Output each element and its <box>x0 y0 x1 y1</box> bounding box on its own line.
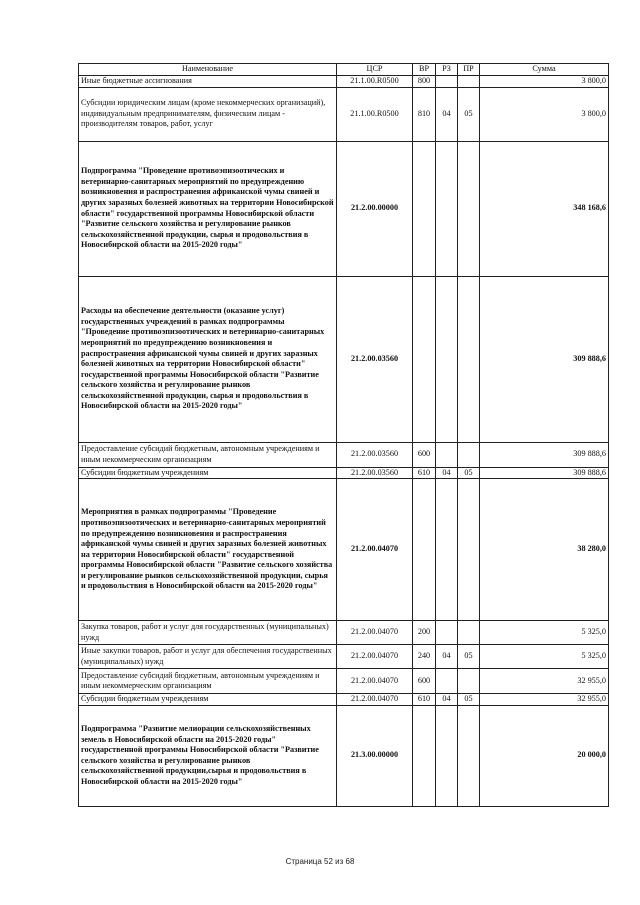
row-name: Мероприятия в рамках подпрограммы "Проведение противоэпизоотических и ветеринарно-санитарных мероприятий по предупреждению возникновения и распространения африканской чумы свиней и других заразных болезней животных на территории Новосибирской области" государственной программы Новосибирской области "Развитие сельского хозяйства и регулирование рынков сельскохозяйственной продукции, сырья и продовольствия в Новосибирской области на 2015-2020 годы" <box>79 479 337 621</box>
row-rz <box>436 276 458 442</box>
row-sum: 348 168,6 <box>480 141 609 276</box>
row-pr <box>458 141 480 276</box>
row-pr: 05 <box>458 467 480 479</box>
table-row <box>79 705 609 806</box>
row-csr: 21.2.00.04070 <box>337 694 413 706</box>
row-pr <box>458 479 480 621</box>
header-rz: РЗ <box>436 64 458 76</box>
header-sum: Сумма <box>480 64 609 76</box>
row-csr: 21.2.00.03560 <box>337 442 413 467</box>
row-sum: 3 800,0 <box>480 76 609 88</box>
row-vr: 600 <box>413 669 436 694</box>
row-sum: 32 955,0 <box>480 669 609 694</box>
row-vr: 610 <box>413 694 436 706</box>
row-name: Иные закупки товаров, работ и услуг для обеспечения государственных (муниципальных) нужд <box>79 645 337 669</box>
row-pr <box>458 705 480 806</box>
row-vr <box>413 141 436 276</box>
row-sum: 20 000,0 <box>480 705 609 806</box>
row-rz: 04 <box>436 467 458 479</box>
row-name: Подпрограмма "Развитие мелиорации сельскохозяйственных земель в Новосибирской области на 2015-2020 годы" государственной программы Новосибирской области "Развитие сельского хозяйства и регулирование рынков сельскохозяйственной продукции,сырья и продовольствия в Новосибирской области на 2015-2020 годы" <box>79 705 337 806</box>
row-rz <box>436 76 458 88</box>
row-sum: 32 955,0 <box>480 694 609 706</box>
row-vr: 600 <box>413 442 436 467</box>
row-csr: 21.2.00.04070 <box>337 645 413 669</box>
row-name: Иные бюджетные ассигнования <box>79 76 337 88</box>
row-sum: 3 800,0 <box>480 87 609 141</box>
row-name: Закупка товаров, работ и услуг для государственных (муниципальных) нужд <box>79 621 337 645</box>
row-sum: 5 325,0 <box>480 645 609 669</box>
header-pr: ПР <box>458 64 480 76</box>
row-rz: 04 <box>436 694 458 706</box>
row-name: Подпрограмма "Проведение противоэпизоотических и ветеринарно-санитарных мероприятий по предупреждению возникновения и распространения африканской чумы свиней и других заразных болезней животных на территории Новосибирской области" государственной программы Новосибирской области "Развитие сельского хозяйства и регулирование рынков сельскохозяйственной продукции, сырья и продовольствия в Новосибирской области на 2015-2020 годы" <box>79 141 337 276</box>
row-vr <box>413 705 436 806</box>
row-name: Расходы на обеспечение деятельности (оказание услуг) государственных учреждений в рамках подпрограммы "Проведение противоэпизоотических и ветеринарно-санитарных мероприятий по предупреждению возникновения и распространения африканской чумы свиней и других заразных болезней животных на территории Новосибирской области" государственной программы Новосибирской области "Развитие сельского хозяйства и регулирование рынков сельскохозяйственной продукции, сырья и продовольствия в Новосибирской области на 2015-2020 годы" <box>79 276 337 442</box>
table-row <box>79 76 609 88</box>
row-name: Субсидии бюджетным учреждениям <box>79 694 337 706</box>
row-pr <box>458 276 480 442</box>
row-sum: 5 325,0 <box>480 621 609 645</box>
header-csr: ЦСР <box>337 64 413 76</box>
row-vr <box>413 479 436 621</box>
row-sum: 309 888,6 <box>480 276 609 442</box>
row-csr: 21.1.00.R0500 <box>337 87 413 141</box>
header-vr: ВР <box>413 64 436 76</box>
row-rz <box>436 141 458 276</box>
table-row <box>79 669 609 694</box>
row-vr: 240 <box>413 645 436 669</box>
row-vr: 810 <box>413 87 436 141</box>
row-pr <box>458 621 480 645</box>
row-csr: 21.2.00.04070 <box>337 621 413 645</box>
row-sum: 309 888,6 <box>480 467 609 479</box>
row-rz <box>436 479 458 621</box>
table-row <box>79 467 609 479</box>
row-vr: 200 <box>413 621 436 645</box>
row-csr: 21.2.00.00000 <box>337 141 413 276</box>
table-row <box>79 276 609 442</box>
table-header-row <box>79 64 609 76</box>
table-row <box>79 87 609 141</box>
page-number-footer: Страница 52 из 68 <box>285 857 355 866</box>
row-pr: 05 <box>458 87 480 141</box>
row-csr: 21.2.00.04070 <box>337 669 413 694</box>
budget-table <box>78 63 609 807</box>
row-vr: 610 <box>413 467 436 479</box>
row-sum: 38 280,0 <box>480 479 609 621</box>
table-row <box>79 694 609 706</box>
row-rz: 04 <box>436 87 458 141</box>
row-sum: 309 888,6 <box>480 442 609 467</box>
row-csr: 21.2.00.03560 <box>337 467 413 479</box>
header-name: Наименование <box>79 64 337 76</box>
row-rz <box>436 621 458 645</box>
row-pr: 05 <box>458 694 480 706</box>
row-name: Предоставление субсидий бюджетным, автономным учреждениям и иным некоммерческим организациям <box>79 442 337 467</box>
row-vr <box>413 276 436 442</box>
row-pr <box>458 76 480 88</box>
row-name: Субсидии бюджетным учреждениям <box>79 467 337 479</box>
table-row <box>79 645 609 669</box>
row-vr: 800 <box>413 76 436 88</box>
row-pr <box>458 669 480 694</box>
row-csr: 21.2.00.04070 <box>337 479 413 621</box>
table-row <box>79 621 609 645</box>
row-name: Предоставление субсидий бюджетным, автономным учреждениям и иным некоммерческим организациям <box>79 669 337 694</box>
row-rz <box>436 705 458 806</box>
row-rz <box>436 442 458 467</box>
row-csr: 21.2.00.03560 <box>337 276 413 442</box>
row-pr: 05 <box>458 645 480 669</box>
row-name: Субсидии юридическим лицам (кроме некоммерческих организаций), индивидуальным предпринимателям, физическим лицам - производителям товаров, работ, услуг <box>79 87 337 141</box>
table-row <box>79 141 609 276</box>
row-csr: 21.3.00.00000 <box>337 705 413 806</box>
table-row <box>79 479 609 621</box>
row-csr: 21.1.00.R0500 <box>337 76 413 88</box>
table-row <box>79 442 609 467</box>
row-rz: 04 <box>436 645 458 669</box>
row-rz <box>436 669 458 694</box>
row-pr <box>458 442 480 467</box>
